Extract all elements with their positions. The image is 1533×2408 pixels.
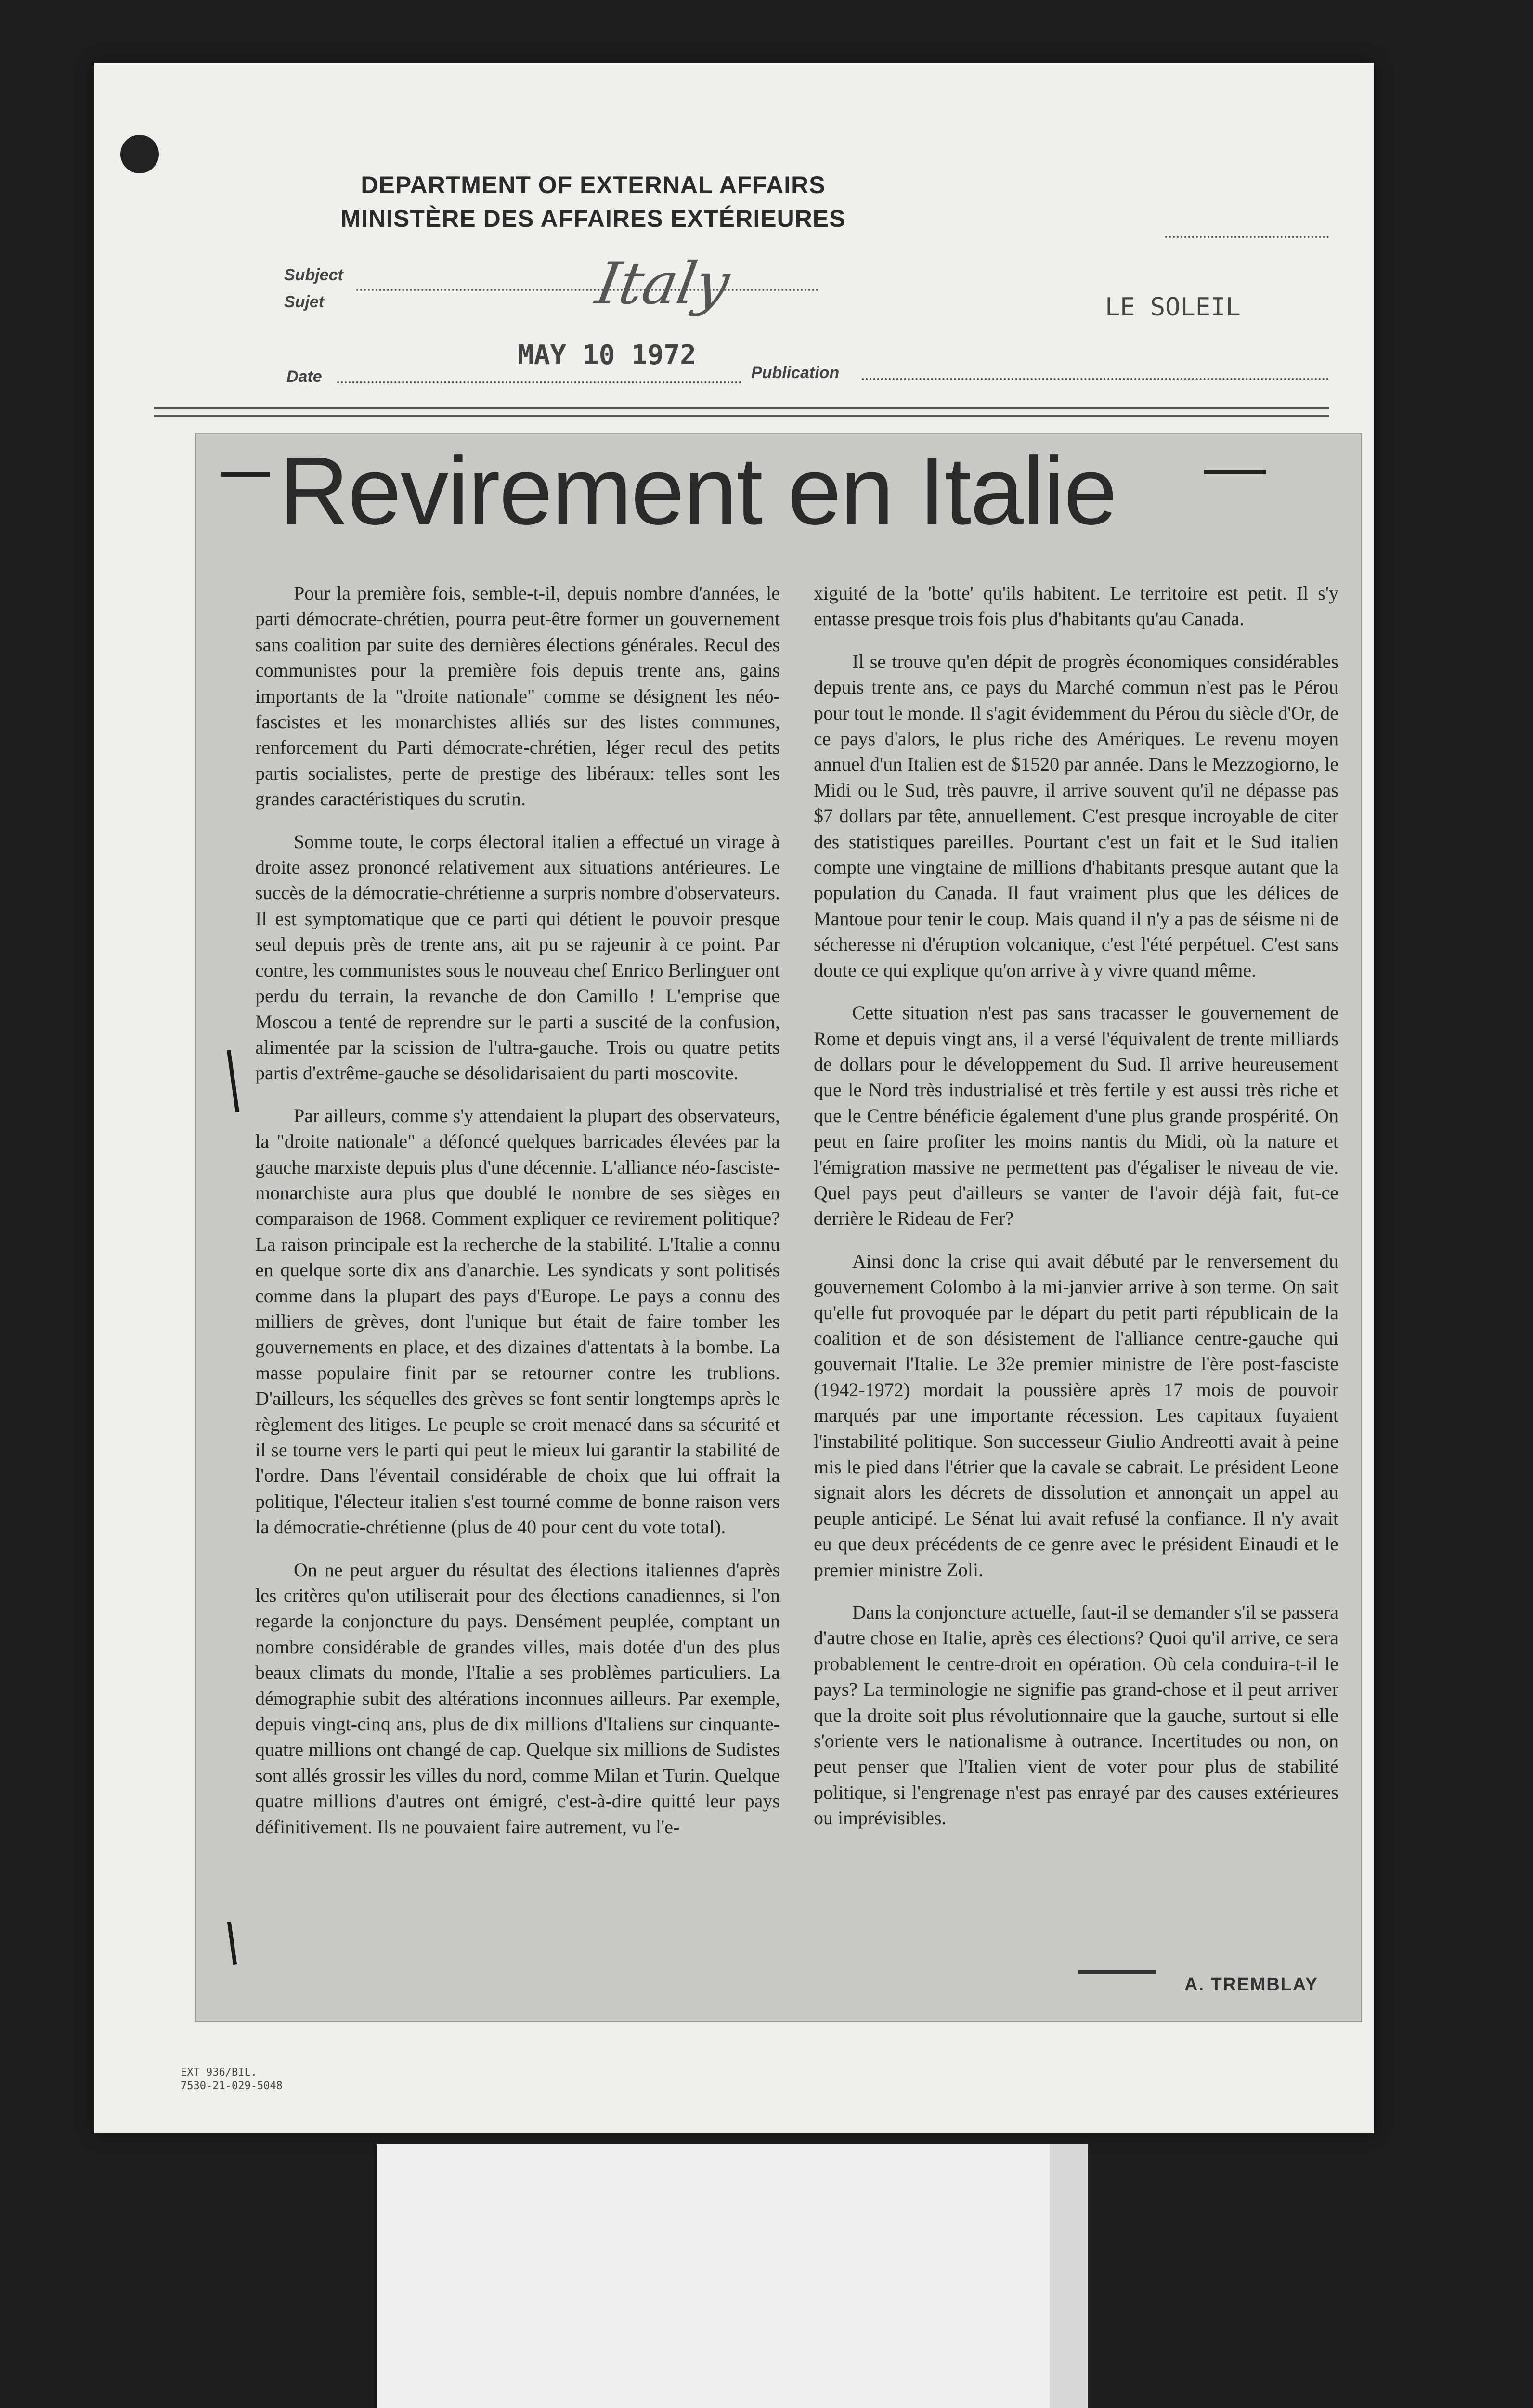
article-paragraph: Par ailleurs, comme s'y attendaient la plupart des observateurs, la "droite nationale" a défoncé quelques barricades élevées par la gauche marxiste depuis plus d'une décennie. L'alliance néo-fasciste-monarchiste aura plus que doublé le nombre de ses sièges en comparaison de 1968. Comment expliquer ce revirement politique? La raison principale est la recherche de la stabilité. L'Italie a connu en quelque sorte dix ans d'anarchie. Les syndicats y sont politisés comme dans la plupart des pays d'Europe. Le pays a connu des milliers de grèves, dont l'unique but était de faire tomber les gouvernements en place, et des dizaines d'attentats à la bombe. La masse populaire finit par se retourner contre les trublions. D'ailleurs, les séquelles des grèves se font sentir longtemps après le règlement des litiges. Le peuple se croit menacé dans sa sécurité et il se tourne vers le parti qui peut le mieux lui garantir la stabilité de l'ordre. Dans l'éventail considérable de choix que lui offrait la politique, l'électeur italien s'est tourné comme de bonne raison vers la démocratie-chrétienne (plus de 40 pour cent du vote total). [255,1104,780,1538]
headline-dash-right [1204,470,1266,474]
article-paragraph: Dans la conjoncture actuelle, faut-il se demander s'il se passera d'autre chose en Italie, après ces élections? Quoi qu'il arrive, ce sera probablement le centre-droit en opération. Où cela conduira-t-il le pays? La terminologie ne signifie pas grand-chose et il peut arriver que la droite soit plus révolutionnaire que la gauche, surtout si elle s'oriente vers le nationalisme à outrance. Incertitudes ou non, on peut penser que l'Italien vient de voter pour plus de stabilité politique, si l'engrenage n'est pas enrayé par des causes extérieures ou imprévisibles. [814,1601,1338,1829]
article-paragraph-continuation: xiguité de la 'botte' qu'ils habitent. Le territoire est petit. Il s'y entasse presque trois fois plus d'habitants qu'au Canada. [814,582,1338,630]
publication-label: Publication [751,364,840,382]
article-paragraph: Ainsi donc la crise qui avait débuté par le renversement du gouvernement Colombo à la mi-janvier arrive à son terme. On sait qu'elle fut provoquée par le départ du petit parti républicain de la coalition et de son désistement de l'alliance centre-gauche qui gouvernait l'Italie. Le 32e premier ministre de l'ère post-fasciste (1942-1972) mordait la poussière après 17 mois de pouvoir marqués par une importante récession. Les capitaux fuyaient l'instabilité politique. Son successeur Giulio Andreotti avait à peine mis le pied dans l'étrier que la cavale se cabrait. Le président Leone signait alors les décrets de dissolution et annonçait un appel au peuple anticipé. Le Sénat lui avait refusé la confiance. Il n'y avait eu que deux précédents de ce genre avec le président Einaudi et le premier ministre Zoli. [814,1250,1338,1581]
publication-stamp: LE SOLEIL [1105,293,1241,322]
date-line [337,381,741,383]
headline-dash-left [221,472,270,477]
signature-rule [1078,1970,1156,1974]
microfilm-tab [377,2144,1084,2408]
article-paragraph: Somme toute, le corps électoral italien a effectué un virage à droite assez prononcé relativement aux situations antérieures. Le succès de la démocratie-chrétienne a surpris nombre d'observateurs. Il est symptomatique que ce parti qui détient le pouvoir presque seul depuis près de trente ans, ait pu se rajeunir à ce point. Par contre, les communistes sous le nouveau chef Enrico Berlinguer ont perdu du terrain, la revanche de don Camillo ! L'emprise que Moscou a tenté de reprendre sur le parti a suscité de la confusion, alimentée par la scission de l'ultra-gauche. Trois ou quatre petits partis d'extrême-gauche se désolidarisaient du parti moscovite. [255,830,780,1084]
header-divider-top [154,407,1329,409]
department-name-fr: MINISTÈRE DES AFFAIRES EXTÉRIEURES [340,205,846,232]
article-column-2 [814,580,1338,1991]
publication-line [862,378,1329,380]
article-column-1 [255,580,780,1991]
article-author: A. TREMBLAY [1184,1975,1319,1995]
article-paragraph: On ne peut arguer du résultat des élections italiennes d'après les critères qu'on utiliserait pour des élections canadiennes, si l'on regarde la conjoncture du pays. Densément peuplée, comptant un nombre considérable de grandes villes, mais dotée d'un des plus beaux climats du monde, l'Italie a ses problèmes particuliers. La démographie subit des altérations inconnues ailleurs. Par exemple, depuis vingt-cinq ans, plus de dix millions d'Italiens sur cinquante-quatre millions ont changé de cap. Quelque six millions de Sudistes sont allés grossir les villes du nord, comme Milan et Turin. Quelque quatre millions d'autres ont émigré, c'est-à-dire quitté leur pays définitivement. Ils ne pouvaient faire autrement, vu l'e- [255,1558,780,1838]
sujet-label: Sujet [284,293,325,311]
article-paragraph: Pour la première fois, semble-t-il, depuis nombre d'années, le parti démocrate-chrétien, pourra peut-être former un gouvernement sans coalition par suite des dernières élections générales. Recul des communistes pour la première fois depuis trente ans, gains importants de la "droite nationale" comme se désignent les néo-fascistes et les monarchistes alliés sur des listes communes, renforcement du Parti démocrate-chrétien, léger recul des petits partis socialistes, perte de prestige des libéraux: telles sont les grandes caractéristiques du scrutin. [255,582,780,810]
punch-hole [120,135,159,173]
date-label: Date [286,367,322,386]
subject-handwritten-value: Italy [591,250,735,317]
subject-line [356,289,818,291]
article-paragraph: Il se trouve qu'en dépit de progrès économiques considérables depuis trente ans, ce pays du Marché commun n'est pas le Pérou pour tout le monde. Il s'agit évidemment du Pérou du siècle d'Or, de ce pays d'alors, le plus riche des Amériques. Le revenu moyen annuel d'un Italien est de $1520 par année. Dans le Mezzogiorno, le Midi ou le Sud, très pauvre, il arrive souvent qu'il ne dépasse pas $7 dollars par tête, annuellement. C'est presque incroyable de citer des statistiques pareilles. Pourtant c'est un fait et le Sud italien compte une vingtaine de millions d'habitants presque autant que la population du Canada. Il faut vraiment plus que les délices de Mantoue pour tenir le coup. Mais quand il n'y a pas de séisme ni de sécheresse ni d'éruption volcanique, c'est l'été perpétuel. C'est sans doute ce qui explique qu'on arrive à y vivre quand même. [814,650,1338,981]
department-name-en: DEPARTMENT OF EXTERNAL AFFAIRS [361,171,826,198]
header-dotted-rule [1165,236,1329,238]
microfilm-tab-edge [1050,2144,1088,2408]
form-number [181,2066,283,2093]
subject-label: Subject [284,266,343,284]
form-number-line: EXT 936/BIL. [181,2067,257,2079]
form-number-line: 7530-21-029-5048 [181,2080,283,2092]
article-headline: Revirement en Italie [279,437,1117,545]
date-stamp: MAY 10 1972 [518,340,696,371]
header-divider-bottom [154,415,1329,417]
article-paragraph: Cette situation n'est pas sans tracasser le gouvernement de Rome et depuis vingt ans, il a versé l'équivalent de trente milliards de dollars pour le développement du Sud. Il arrive heureusement que le Nord très industrialisé et très fertile y est aussi très riche et que le Centre bénéficie également d'une plus grande prospérité. On peut en faire profiter les moins nantis du Midi, où la nature et l'émigration massive ne permettent pas d'égaliser le niveau de vie. Quel pays peut d'ailleurs se vanter de l'avoir déjà fait, fut-ce derrière le Rideau de Fer? [814,1002,1338,1230]
